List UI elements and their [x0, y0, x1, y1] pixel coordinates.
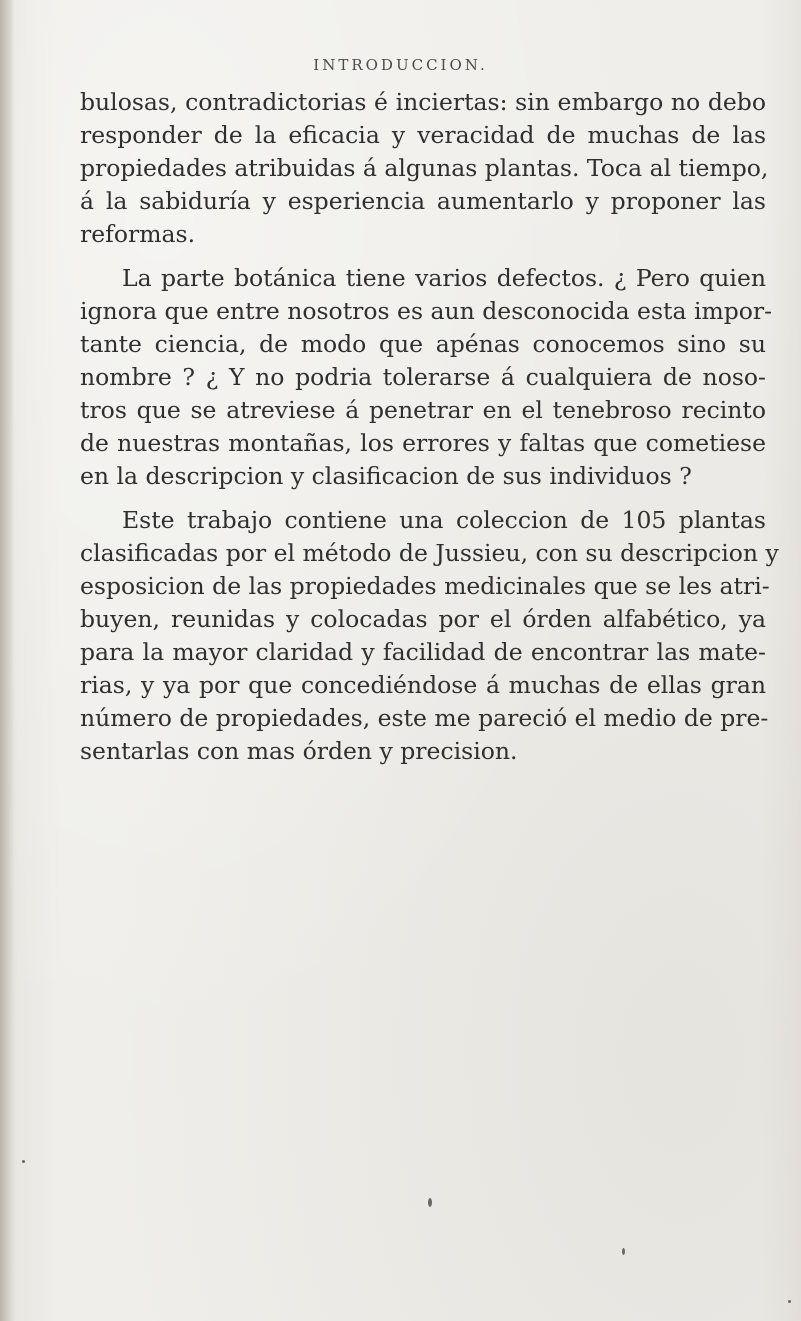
text-line: La parte botánica tiene varios defectos. ¿ Pero quien [122, 264, 766, 292]
text-line: buyen, reunidas y colocadas por el órden alfabético, ya [80, 605, 766, 633]
text-line: ignora que entre nosotros es aun desconocida esta impor- [80, 297, 773, 325]
text-line: de nuestras montañas, los errores y faltas que cometiese [80, 429, 766, 457]
text-line: esposicion de las propiedades medicinales que se les atri- [80, 572, 770, 600]
text-line: sentarlas con mas órden y precision. [80, 737, 518, 765]
text-line: á la sabiduría y esperiencia aumentarlo y proponer las [80, 187, 766, 215]
paper-speck [788, 1300, 791, 1303]
text-line: para la mayor claridad y facilidad de encontrar las mate- [80, 638, 766, 666]
text-line: bulosas, contradictorias é inciertas: sin embargo no debo [80, 88, 766, 116]
page-spine-shadow [0, 0, 14, 1321]
body-text [80, 86, 779, 779]
running-head: INTRODUCCION. [313, 56, 488, 74]
text-line: reformas. [80, 220, 196, 248]
text-line: clasificadas por el método de Jussieu, con su descripcion y [80, 539, 779, 567]
text-line: en la descripcion y clasificacion de sus individuos ? [80, 462, 692, 490]
paragraph-2 [80, 262, 773, 493]
text-line: Este trabajo contiene una coleccion de 105 plantas [122, 506, 766, 534]
text-line: propiedades atribuidas á algunas plantas. Toca al tiempo, [80, 154, 769, 182]
text-line: rias, y ya por que concediéndose á muchas de ellas gran [80, 671, 766, 699]
paper-speck [622, 1248, 625, 1255]
text-line: tante ciencia, de modo que apénas conocemos sino su [80, 330, 766, 358]
text-line: tros que se atreviese á penetrar en el tenebroso recinto [80, 396, 766, 424]
paragraph-3 [80, 504, 779, 768]
text-line: número de propiedades, este me pareció el medio de pre- [80, 704, 769, 732]
text-line: responder de la eficacia y veracidad de muchas de las [80, 121, 766, 149]
paragraph-1 [80, 86, 769, 251]
paper-speck [428, 1198, 432, 1207]
text-line: nombre ? ¿ Y no podria tolerarse á cualquiera de noso- [80, 363, 766, 391]
paper-speck [22, 1160, 25, 1163]
